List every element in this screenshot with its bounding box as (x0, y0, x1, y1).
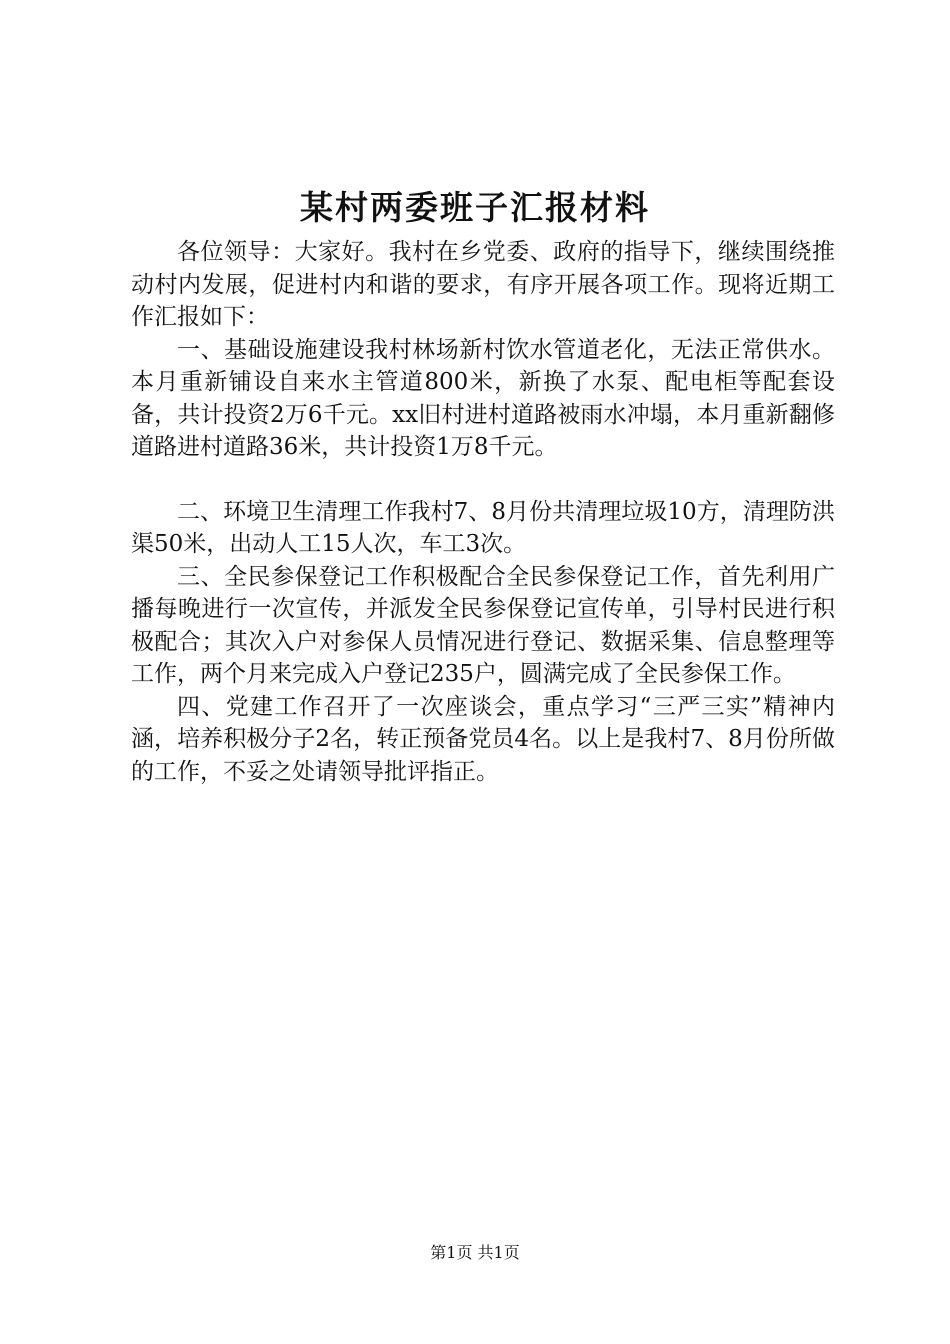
paragraph-infrastructure: 一、基础设施建设我村林场新村饮水管道老化，无法正常供水。本月重新铺设自来水主管道800米，新换了水泵、配电柜等配套设备，共计投资2万6千元。xx旧村进村道路被雨水冲塌，本月重新翻修道路进村道路36米，共计投资1万8千元。 (131, 336, 835, 460)
paragraph-greeting: 各位领导：大家好。我村在乡党委、政府的指导下，继续围绕推动村内发展，促进村内和谐的要求，有序开展各项工作。现将近期工作汇报如下： (131, 239, 835, 330)
document-title: 某村两委班子汇报材料 (300, 188, 650, 227)
page-footer: 第1页 共1页 (430, 1243, 520, 1262)
paragraph-insurance: 三、全民参保登记工作积极配合全民参保登记工作，首先利用广播每晚进行一次宣传，并派发全民参保登记宣传单，引导村民进行积极配合；其次入户对参保人员情况进行登记、数据采集、信息整理等工作，两个月来完成入户登记235户，圆满完成了全民参保工作。 (131, 563, 835, 687)
paragraph-party-building: 四、党建工作召开了一次座谈会，重点学习“三严三实”精神内涵，培养积极分子2名，转正预备党员4名。以上是我村7、8月份所做的工作，不妥之处请领导批评指正。 (131, 693, 835, 785)
document-body (131, 236, 835, 788)
paragraph-sanitation: 二、环境卫生清理工作我村7、8月份共清理垃圾10方，清理防洪渠50米，出动人工15人次，车工3次。 (131, 498, 835, 557)
